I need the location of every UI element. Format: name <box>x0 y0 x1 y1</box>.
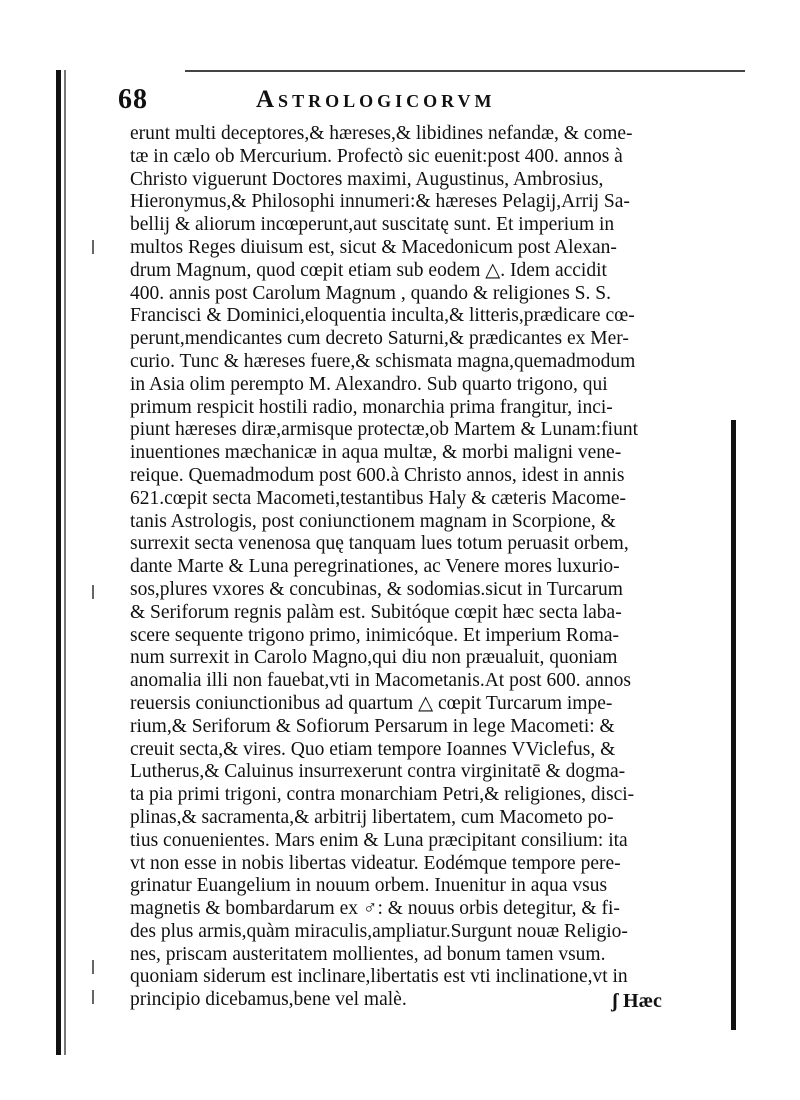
text-line: anomalia illi non fauebat,vti in Macometanis.At post 600. annos <box>130 670 631 692</box>
text-line: reique. Quemadmodum post 600.à Christo annos, idest in annis <box>130 464 625 486</box>
text-line: 400. annis post Carolum Magnum , quando & religiones S. S. <box>130 282 611 304</box>
text-line: multos Reges diuisum est, sicut & Macedonicum post Alexan- <box>130 236 617 258</box>
text-line: tius conuenientes. Mars enim & Luna præcipitant consilium: ita <box>130 829 628 851</box>
text-line: Lutherus,& Caluinus insurrexerunt contra virginitatē & dogma- <box>130 761 626 783</box>
text-line: reuersis coniunctionibus ad quartum △ cœpit Turcarum impe- <box>130 692 613 714</box>
text-line: dante Marte & Luna peregrinationes, ac Venere mores luxurio- <box>130 556 620 578</box>
page-edge-rule-inner <box>64 70 66 1055</box>
text-line: erunt multi deceptores,& hæreses,& libidines nefandæ, & come- <box>130 123 633 144</box>
text-line: primum respicit hostili radio, monarchia prima frangitur, inci- <box>130 396 613 418</box>
text-line: magnetis & bombardarum ex ♂: & nouus orbis detegitur, & fi- <box>130 898 620 920</box>
text-line: principio dicebamus,bene vel malè. <box>130 989 407 1011</box>
body-text <box>130 123 690 1012</box>
text-line: nes, priscam austeritatem mollientes, ad bonum tamen vsum. <box>130 943 606 965</box>
text-line: curio. Tunc & hæreses fuere,& schismata magna,quemadmodum <box>130 350 636 372</box>
text-line: scere sequente trigono primo, inimicóque. Et imperium Roma- <box>130 624 620 646</box>
margin-mark <box>92 990 94 1004</box>
margin-mark <box>92 960 94 974</box>
text-line: Francisci & Dominici,eloquentia inculta,& litteris,prædicare cœ- <box>130 305 635 327</box>
text-line: ta pia primi trigoni, contra monarchiam Petri,& religiones, disci- <box>130 784 635 806</box>
margin-mark <box>92 240 94 254</box>
text-line: in Asia olim perempto M. Alexandro. Sub quarto trigono, qui <box>130 373 608 395</box>
running-title: Astrologicorvm <box>256 86 496 113</box>
text-line: tæ in cælo ob Mercurium. Profectò sic euenit:post 400. annos à <box>130 145 623 167</box>
text-line: grinatur Euangelium in nouum orbem. Inuenitur in aqua vsus <box>130 875 608 897</box>
text-line: num surrexit in Carolo Magno,qui diu non præualuit, quoniam <box>130 647 618 669</box>
text-line: rium,& Seriforum & Sofiorum Persarum in lege Macometi: & <box>130 715 615 737</box>
text-line: vt non esse in nobis libertas videatur. Eodémque tempore pere- <box>130 852 621 874</box>
page-edge-rule <box>56 70 61 1055</box>
text-line: Hieronymus,& Philosophi innumeri:& hæreses Pelagij,Arrij Sa- <box>130 191 630 213</box>
text-line: drum Magnum, quod cœpit etiam sub eodem △. Idem accidit <box>130 259 607 281</box>
margin-mark <box>92 585 94 599</box>
right-edge-rule <box>731 420 736 1030</box>
text-line: inuentiones mæchanicæ in aqua multæ, & morbi maligni vene- <box>130 442 622 464</box>
text-line: tanis Astrologis, post coniunctionem magnam in Scorpione, & <box>130 510 616 532</box>
text-line: piunt hæreses diræ,armisque protectæ,ob Martem & Lunam:fiunt <box>130 419 638 441</box>
text-line: des plus armis,quàm miraculis,ampliatur.Surgunt nouæ Religio- <box>130 920 628 942</box>
page-number: 68 <box>118 84 148 115</box>
text-line: bellij & aliorum incœperunt,aut suscitatę sunt. Et imperium in <box>130 214 615 236</box>
text-line: 621.cœpit secta Macometi,testantibus Haly & cæteris Macome- <box>130 487 627 509</box>
text-line: surrexit secta venenosa quę tanquam lues totum peruasit orbem, <box>130 533 629 555</box>
text-line: Christo viguerunt Doctores maximi, Augustinus, Ambrosius, <box>130 168 604 190</box>
page-header <box>118 84 678 120</box>
top-edge-rule <box>185 70 745 72</box>
text-line: perunt,mendicantes cum decreto Saturni,& prædicantes ex Mer- <box>130 328 629 350</box>
catchword: ʃ Hæc <box>612 990 662 1012</box>
text-line: creuit secta,& vires. Quo etiam tempore Ioannes VViclefus, & <box>130 738 616 760</box>
text-line: plinas,& sacramenta,& arbitrij libertatem, cum Macometo po- <box>130 806 614 828</box>
text-line: & Seriforum regnis palàm est. Subitóque cœpit hæc secta laba- <box>130 601 622 623</box>
text-line: sos,plures vxores & concubinas, & sodomias.sicut in Turcarum <box>130 578 623 600</box>
text-line: quoniam siderum est inclinare,libertatis est vti inclinatione,vt in <box>130 966 628 988</box>
